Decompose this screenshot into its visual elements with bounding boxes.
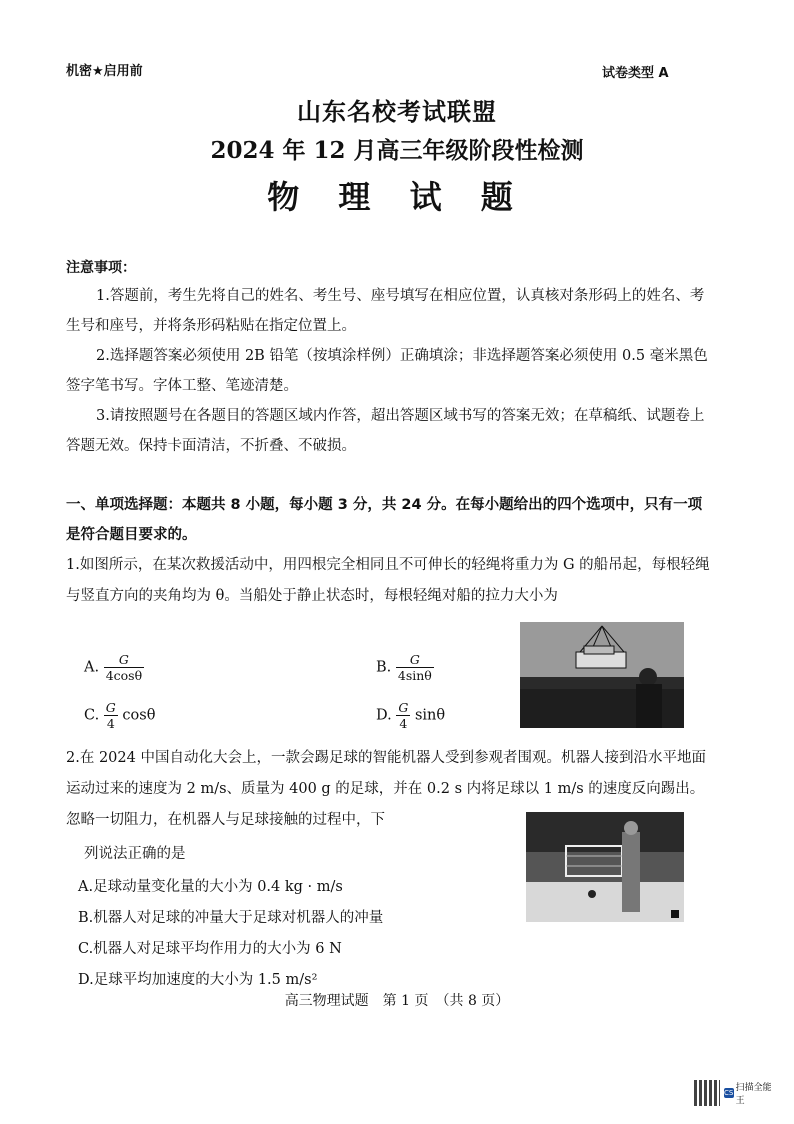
rescue-boat-photo bbox=[520, 622, 684, 728]
q1-option-c-fraction bbox=[104, 700, 118, 731]
notice-heading-text: 注意事项： bbox=[66, 260, 136, 276]
subject-title: 物 理 试 题 bbox=[267, 178, 527, 216]
section-1-heading-text: 一、单项选择题：本题共 8 小题，每小题 3 分，共 24 分。在每小题给出的四个选项中，只有一项是符合题目要求的。 bbox=[66, 497, 703, 543]
q1-option-a-denominator: 4cosθ bbox=[105, 668, 143, 683]
q2-option-d: D.足球平均加速度的大小为 1.5 m/s² bbox=[78, 972, 318, 988]
qr-code-icon bbox=[694, 1080, 720, 1106]
q2-option-c: C.机器人对足球平均作用力的大小为 6 N bbox=[78, 941, 342, 957]
q1-option-a-label: A. bbox=[84, 659, 100, 676]
scanner-brand: 扫描全能王 bbox=[735, 1083, 772, 1106]
q1-option-a-fraction bbox=[104, 652, 144, 683]
q1-option-c-denominator: 4 bbox=[106, 716, 115, 731]
q1-option-b-numerator: G bbox=[396, 652, 434, 668]
question-2-stem-end: 列说法正确的是 bbox=[84, 846, 186, 862]
notice-item-3: 3.请按照题号在各题目的答题区域内作答，超出答题区域书写的答案无效；在草稿纸、试题卷上答题无效。保持卡面清洁，不折叠、不破损。 bbox=[66, 408, 705, 454]
q1-option-d-fraction bbox=[396, 700, 410, 731]
q1-option-b-denominator: 4sinθ bbox=[397, 668, 432, 683]
scanner-stamp bbox=[694, 1080, 780, 1110]
q1-option-c-trig: cosθ bbox=[122, 707, 156, 724]
robot-soccer-image bbox=[526, 812, 684, 922]
confidential-label: 机密★启用前 bbox=[66, 64, 143, 79]
rescue-boat-image bbox=[520, 622, 684, 728]
q1-option-d bbox=[376, 700, 445, 731]
page-footer: 高三物理试题 第 1 页 （共 8 页） bbox=[284, 993, 510, 1009]
exam-date-title: 2024 年 12 月高三年级阶段性检测 bbox=[210, 137, 584, 164]
notice-item-2: 2.选择题答案必须使用 2B 铅笔（按填涂样例）正确填涂；非选择题答案必须使用 0.5 毫米黑色签字笔书写。字体工整、笔迹清楚。 bbox=[66, 348, 708, 394]
paper-type-label: 试卷类型 A bbox=[602, 66, 669, 81]
section-1-heading bbox=[66, 490, 716, 550]
q1-option-b bbox=[376, 652, 434, 683]
q1-option-c-label: C. bbox=[84, 707, 100, 724]
q1-option-d-denominator: 4 bbox=[399, 716, 408, 731]
q2-option-b: B.机器人对足球的冲量大于足球对机器人的冲量 bbox=[78, 910, 384, 926]
q2-option-a: A.足球动量变化量的大小为 0.4 kg · m/s bbox=[78, 879, 343, 895]
q1-option-c-numerator: G bbox=[105, 700, 116, 715]
q1-option-d-label: D. bbox=[376, 707, 392, 724]
q1-option-a bbox=[84, 652, 144, 683]
notice-heading bbox=[66, 257, 136, 277]
q1-option-a-numerator: G bbox=[104, 652, 144, 668]
q1-option-b-fraction bbox=[396, 652, 434, 683]
notice-item-1: 1.答题前，考生先将自己的姓名、考生号、座号填写在相应位置，认真核对条形码上的姓名、考生号和座号，并将条形码粘贴在指定位置上。 bbox=[66, 288, 705, 334]
q1-option-d-numerator: G bbox=[398, 700, 409, 715]
question-1-stem: 1.如图所示，在某次救援活动中，用四根完全相同且不可伸长的轻绳将重力为 G 的船吊起，每根轻绳与竖直方向的夹角均为 θ。当船处于静止状态时，每根轻绳对船的拉力大小为 bbox=[66, 557, 710, 604]
q1-option-c bbox=[84, 700, 155, 731]
q1-option-d-trig: sinθ bbox=[414, 707, 446, 724]
question-2-stem-text: 2.在 2024 中国自动化大会上，一款会踢足球的智能机器人受到参观者围观。机器人接到沿水平地面运动过来的速度为 2 m/s、质量为 400 g 的足球，并在 0.2 s 内将足球以 1 m/s 的速度反向踢出。忽略一切阻力，在机器人与足球接触的过程中，下 bbox=[66, 750, 706, 828]
exam-alliance-title: 山东名校考试联盟 bbox=[297, 97, 497, 126]
robot-soccer-photo bbox=[526, 812, 684, 922]
q1-option-b-label: B. bbox=[376, 659, 392, 676]
scanner-logo-icon: CS bbox=[723, 1089, 734, 1097]
